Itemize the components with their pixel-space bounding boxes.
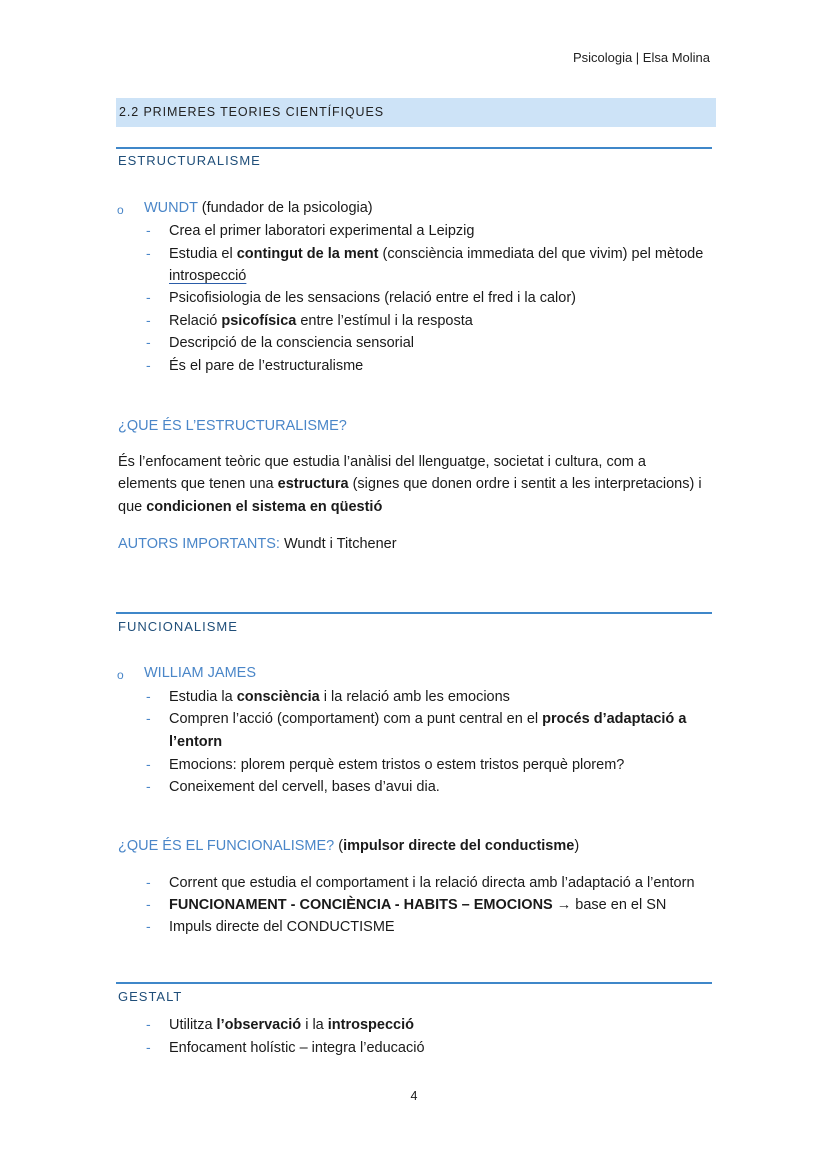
author-note: (fundador de la psicologia) [201,200,373,216]
dash-bullet: - [146,918,151,934]
bullet-circle: o [117,668,124,682]
dash-bullet: - [146,245,151,261]
dash-bullet: - [146,778,151,794]
divider-funcionalisme [116,612,712,614]
list-item-continued: introspecció [169,268,247,284]
list-item: FUNCIONAMENT - CONCIÈNCIA - HABITS – EMOCIONS → base en el SN [169,897,667,913]
list-item: Estudia la consciència i la relació amb les emocions [169,689,510,705]
list-item: Crea el primer laboratori experimental a Leipzig [169,223,475,239]
dash-bullet: - [146,357,151,373]
authors-line [118,533,718,556]
authors-label: AUTORS IMPORTANTS: [118,536,280,552]
list-item: Estudia el contingut de la ment (consciència immediata del que vivim) pel mètode [169,246,704,262]
dash-bullet: - [146,710,151,726]
dash-bullet: - [146,289,151,305]
dash-bullet: - [146,222,151,238]
author-wundt [144,200,373,216]
paragraph-line: És l’enfocament teòric que estudia l’anàlisi del llenguatge, societat i cultura, com a [118,454,646,470]
list-item: Impuls directe del CONDUCTISME [169,919,395,935]
list-item: Descripció de la consciencia sensorial [169,335,415,351]
section-band-title: 2.2 PRIMERES TEORIES CIENTÍFIQUES [119,105,384,119]
list-item: Psicofisiologia de les sensacions (relació entre el fred i la calor) [169,290,576,306]
dash-bullet: - [146,896,151,912]
heading-gestalt: GESTALT [118,989,183,1004]
dash-bullet: - [146,1016,151,1032]
list-item: Corrent que estudia el comportament i la relació directa amb l’adaptació a l’entorn [169,875,695,891]
list-item: És el pare de l’estructuralisme [169,358,364,374]
list-item-continued: l’entorn [169,734,223,750]
page-number: 4 [410,1089,418,1103]
dash-bullet: - [146,1039,151,1055]
list-item: Compren l’acció (comportament) com a punt central en el procés d’adaptació a [169,711,687,727]
divider-estructuralisme [116,147,712,149]
section-band [116,98,716,127]
list-item: Utilitza l’observació i la introspecció [169,1017,414,1033]
dash-bullet: - [146,688,151,704]
list-item: Emocions: plorem perquè estem tristos o estem tristos perquè plorem? [169,757,625,773]
author-name: WUNDT [144,200,198,216]
list-item: Coneixement del cervell, bases d’avui dia. [169,779,440,795]
heading-funcionalisme: FUNCIONALISME [118,619,238,634]
arrow-icon: → [552,897,576,913]
list-item: Relació psicofísica entre l’estímul i la resposta [169,313,473,329]
author-william-james: WILLIAM JAMES [144,665,256,681]
authors-value: Wundt i Titchener [279,536,397,552]
dash-bullet: - [146,874,151,890]
paragraph-line: que condicionen el sistema en qüestió [118,499,383,515]
dash-bullet: - [146,334,151,350]
dash-bullet: - [146,756,151,772]
bullet-circle: o [117,203,124,217]
page-header: Psicologia | Elsa Molina [572,50,710,65]
question-estructuralisme: ¿QUE ÉS L’ESTRUCTURALISME? [118,418,347,434]
divider-gestalt [116,982,712,984]
heading-estructuralisme: ESTRUCTURALISME [118,153,261,168]
list-item: Enfocament holístic – integra l’educació [169,1040,425,1056]
question-funcionalisme: ¿QUE ÉS EL FUNCIONALISME? (impulsor directe del conductisme) [118,838,580,854]
dash-bullet: - [146,312,151,328]
paragraph-line: elements que tenen una estructura (signes que donen ordre i sentit a les interpretacions) i [118,476,702,492]
